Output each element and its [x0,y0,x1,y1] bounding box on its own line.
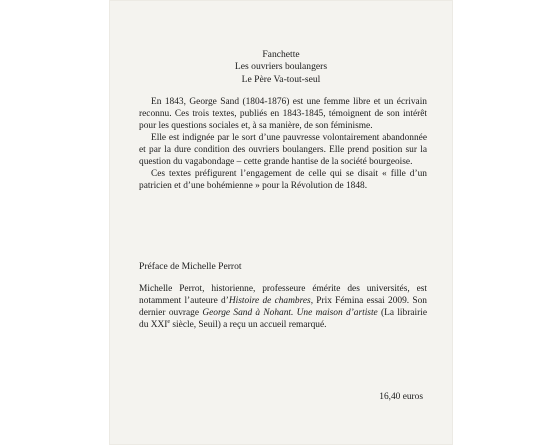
preface-heading: Préface de Michelle Perrot [139,261,242,272]
bio-text-2: , Prix Fémina essai 2009. Son dernier ouvrage [139,296,427,318]
price: 16,40 euros [379,392,423,402]
summary-paragraph-1: En 1843, George Sand (1804-1876) est une femme libre et un écrivain reconnu. Ces trois textes, publiés en 1843-1845, témoignent de son intérêt pour les questions sociales et, à sa manière, de son féminisme. [139,97,427,131]
summary-paragraph-2: Elle est indignée par le sort d’une pauvresse volontairement abandonnée et par la dure condition des ouvriers boulangers. Elle prend position sur la question du vagabondage – cette grande hantise de la société bourgeoise. [139,133,427,167]
bio-paragraph [139,283,427,331]
century-superscript: e [167,318,171,325]
title-block [109,49,453,86]
summary-text [139,96,427,192]
bio-text-4: siècle, Seuil) a reçu un accueil remarqué. [170,320,327,330]
author-bio [139,283,427,331]
bio-book-title-2: George Sand à Nohant. Une maison d’artiste [202,308,378,318]
title-ouvriers-boulangers: Les ouvriers boulangers [234,61,328,73]
bio-text-1: Michelle Perrot, historienne, professeure émérite des universités, est notamment l’auteure d’ [139,284,427,306]
title-fanchette: Fanchette [262,49,300,60]
summary-paragraph-3: Ces textes préfigurent l’engagement de celle qui se disait « fille d’un patricien et d’une bohémienne » pour la Révolution de 1848. [139,169,427,191]
back-cover [109,0,453,445]
bio-text-3: (La librairie du XXI [139,308,427,330]
bio-book-title-1: Histoire de chambres [228,296,311,306]
title-pere-va-tout-seul: Le Père Va-tout-seul [241,73,321,85]
